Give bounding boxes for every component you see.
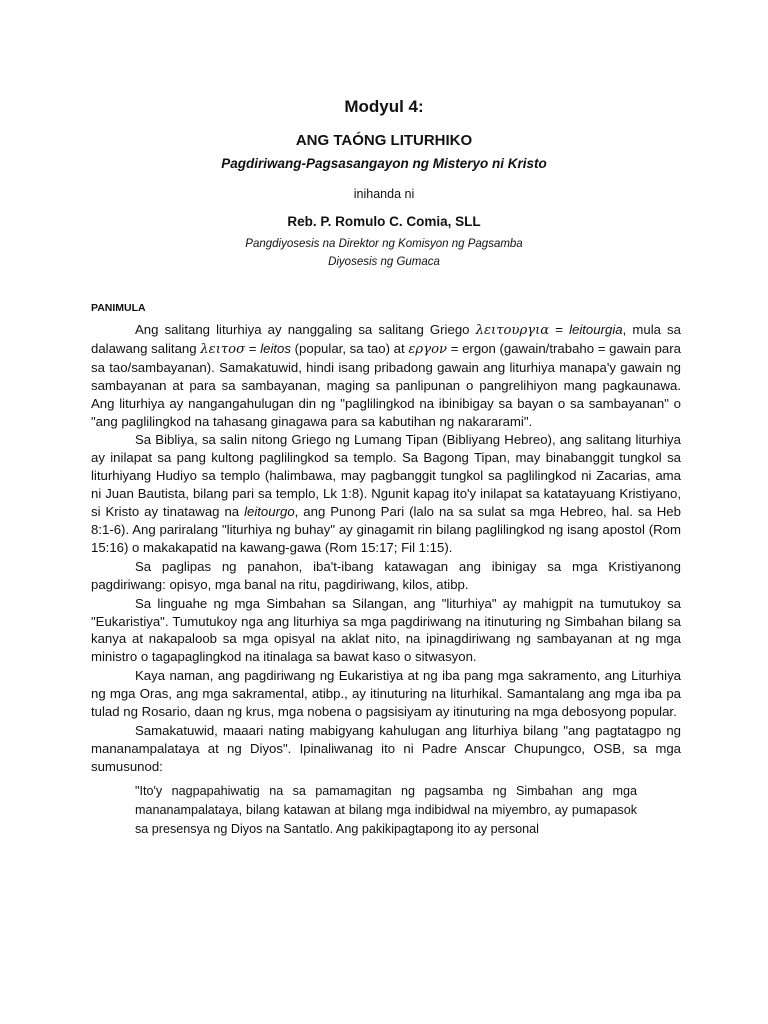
document-tagline: Pagdiriwang-Pagsasangayon ng Misteryo ni Kristo [221, 156, 547, 171]
paragraph-5: Kaya naman, ang pagdiriwang ng Eukaristiya at ng iba pang mga sakramento, ang Liturhiya ng mga Oras, ang mga sakramental, atibp., ay itinuturing na liturhikal. Samantalang ang mga iba pa tulad ng Rosario, daan ng krus, mga nobena o pagsisiyam ay itinuturing na mga debosyong popular. [91, 668, 681, 720]
term-leitourgia: leitourgia [569, 322, 623, 337]
greek-word-leitourgia: λειτουργια [475, 323, 550, 338]
author-role: Pangdiyosesis na Direktor ng Komisyon ng Pagsamba [245, 238, 523, 250]
author-name: Reb. P. Romulo C. Comia, SLL [287, 214, 481, 229]
greek-word-ergon: εργον [408, 341, 448, 357]
module-number: Modyul 4: [344, 97, 424, 116]
diocese-name: Diyosesis ng Gumaca [328, 256, 440, 268]
term-leitourgo: leitourgo [244, 504, 295, 520]
p2-text-b: , ang Punong Pari (lalo na sa sulat sa mga Hebreo, hal. sa Heb 8:1-6). Ang pariralang "liturhiya ng buhay" ay ginagamit rin bilang paglilingkod ng isang apostol (Rom 15:16) o makakapatid na kawang-gawa (Rom 15:17; Fil 1:15). [91, 504, 681, 555]
prepared-by-label: inihanda ni [353, 187, 415, 201]
body-text [91, 321, 681, 839]
p1-text-e: (popular, sa tao) at [290, 340, 409, 356]
paragraph-2 [91, 431, 681, 556]
paragraph-1 [91, 321, 681, 430]
paragraph-4: Sa linguahe ng mga Simbahan sa Silangan, ang "liturhiya" ay mahigpit na tumutukoy sa "Eukaristiya". Tumutukoy nga ang liturhiya sa mga pagdiriwang na itinuturing ng Simbahan bilang sa kanya at nakapaloob sa mga opisyal na aklat nito, na ipinagdiriwang ng sambayanan at ng mga ministro o tagapaglingkod na itinalaga sa bawat kaso o sitwasyon. [91, 595, 681, 665]
section-heading: PANIMULA [91, 302, 146, 314]
p1-text-b: = [549, 322, 570, 337]
paragraph-6: Samakatuwid, maaari nating mabigyang kahulugan ang liturhiya bilang "ang pagtatagpo ng mananampalataya at ng Diyos". Ipinaliwanag ito ni Padre Anscar Chupungco, OSB, sa mga sumusunod: [91, 722, 681, 774]
document-title: ANG TAÓNG LITURHIKO [295, 132, 473, 149]
p1-text-d: = [245, 340, 261, 356]
paragraph-3: Sa paglipas ng panahon, iba't-ibang katawagan ang ibinigay sa mga Kristiyanong pagdiriwang: opisyo, mga banal na ritu, pagdiriwang, kilos, atibp. [91, 558, 681, 592]
p1-text-a: Ang salitang liturhiya ay nanggaling sa salitang Griego [135, 322, 476, 337]
p2-text-a: Sa Bibliya, sa salin nitong Griego ng Lumang Tipan (Bibliyang Hebreo), ang salitang liturhiya ay inilapat sa pang kultong paglilingkod sa templo. Sa Bagong Tipan, may binabanggit tungkol sa liturhiyang Hudiyo sa templo (halimbawa, may pagbanggit tungkol sa paglilingkod ni Zacarias, ama ni Juan Bautista, bilang pari sa templo, Lk 1:8). Ngunit kapag ito'y inilapat sa katatayuang Kristiyano, si Kristo ay tinatawag na [91, 432, 681, 520]
p1-text-c: , mula sa dalawang salitang [91, 322, 681, 356]
greek-word-leitos: λειτοσ [200, 341, 246, 357]
block-quote: "Ito'y nagpapahiwatig na sa pamamagitan ng pagsamba ng Simbahan ang mga mananampalataya, bilang katawan at bilang mga indibidwal na miyembro, ay pumapasok sa presensya ng Diyos na Santatlo. Ang pakikipagtapong ito ay personal [135, 783, 637, 836]
p1-text-f: = ergon (gawain/trabaho = gawain para sa tao/sambayanan). Samakatuwid, hindi isang pribadong gawain ang liturhiya manapa'y gawain ng sambayanan at para sa sambayanan, maging sa panlipunan o pangrelihiyon mang pagkaunawa. Ang liturhiya ay nangangahulugan din ng "paglilingkod na ibinibigay sa bayan o sa sambayanan" o "ang paglilingkod na tahasang ginagawa para sa kabutihan ng nakararami". [91, 340, 681, 429]
term-leitos: leitos [260, 340, 291, 356]
